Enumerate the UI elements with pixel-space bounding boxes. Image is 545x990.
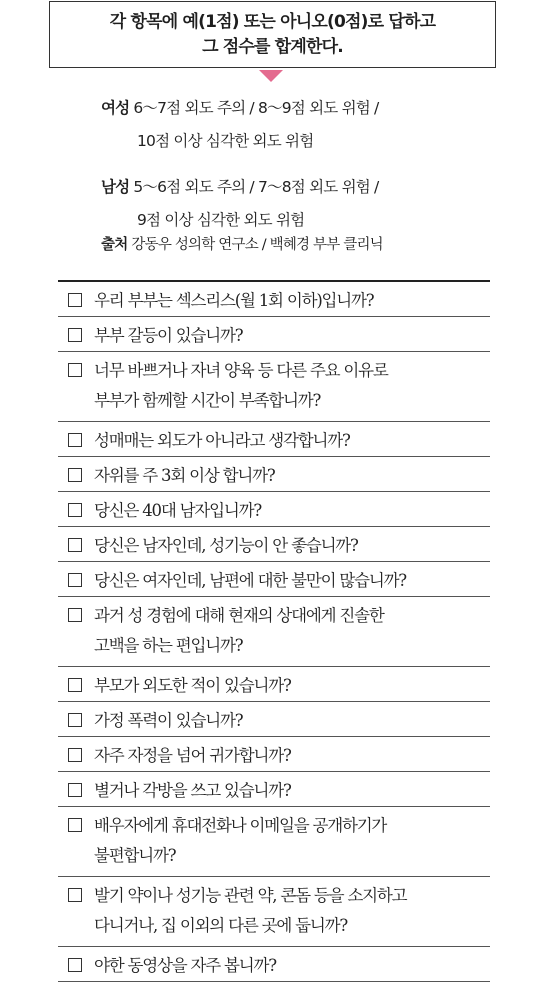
checkbox[interactable] <box>68 818 82 832</box>
instruction-line-2: 그 점수를 합계한다. <box>202 36 343 57</box>
list-item <box>58 702 490 737</box>
question-text: 과거 성 경험에 대해 현재의 상대에게 진솔한 고백을 하는 편입니까? <box>94 606 384 655</box>
checkbox[interactable] <box>68 293 82 307</box>
list-item <box>58 317 490 352</box>
source-text: 강동우 성의학 연구소 / 백혜경 부부 클리닉 <box>131 237 383 253</box>
list-item <box>58 772 490 807</box>
checkbox[interactable] <box>68 573 82 587</box>
checkbox[interactable] <box>68 328 82 342</box>
source-label: 출처 <box>101 237 128 253</box>
instruction-box <box>49 1 496 68</box>
question-text: 당신은 남자인데, 성기능이 안 좋습니까? <box>94 536 358 555</box>
criteria-male-label: 남성 <box>101 178 130 196</box>
checkbox[interactable] <box>68 363 82 377</box>
list-item <box>58 422 490 457</box>
list-item <box>58 947 490 982</box>
list-item <box>58 737 490 772</box>
checkbox[interactable] <box>68 608 82 622</box>
list-item <box>58 527 490 562</box>
question-text: 당신은 여자인데, 남편에 대한 불만이 많습니까? <box>94 571 406 590</box>
checkbox[interactable] <box>68 713 82 727</box>
question-text: 당신은 40대 남자입니까? <box>94 501 261 520</box>
question-text: 자위를 주 3회 이상 합니까? <box>94 466 275 485</box>
checkbox[interactable] <box>68 503 82 517</box>
instruction-line-1: 각 항목에 예(1점) 또는 아니오(0점)로 답하고 <box>109 11 436 32</box>
criteria-female-line-1: 6～7점 외도 주의 / 8～9점 외도 위험 / <box>133 99 379 117</box>
question-text: 별거나 각방을 쓰고 있습니까? <box>94 781 291 800</box>
question-text: 배우자에게 휴대전화나 이메일을 공개하기가 불편합니까? <box>94 816 387 865</box>
list-item <box>58 562 490 597</box>
question-list <box>58 282 490 982</box>
criteria-male-line-1: 5～6점 외도 주의 / 7～8점 외도 위험 / <box>133 178 379 196</box>
question-text: 발기 약이나 성기능 관련 약, 콘돔 등을 소지하고 다니거나, 집 이외의 다른 곳에 둡니까? <box>94 886 407 935</box>
source-credit <box>101 230 383 260</box>
criteria-male <box>101 171 521 237</box>
checkbox[interactable] <box>68 678 82 692</box>
list-item <box>58 457 490 492</box>
checkbox[interactable] <box>68 433 82 447</box>
list-item <box>58 667 490 702</box>
checkbox[interactable] <box>68 468 82 482</box>
checkbox[interactable] <box>68 783 82 797</box>
checkbox[interactable] <box>68 888 82 902</box>
question-text: 우리 부부는 섹스리스(월 1회 이하)입니까? <box>94 291 374 310</box>
criteria-female-label: 여성 <box>101 99 130 117</box>
criteria-female <box>101 92 521 158</box>
checkbox[interactable] <box>68 748 82 762</box>
checkbox[interactable] <box>68 958 82 972</box>
list-item <box>58 282 490 317</box>
question-text: 부모가 외도한 적이 있습니까? <box>94 676 291 695</box>
question-text: 부부 갈등이 있습니까? <box>94 326 243 345</box>
pointer-triangle-icon <box>259 70 283 82</box>
checkbox[interactable] <box>68 538 82 552</box>
question-text: 너무 바쁘거나 자녀 양육 등 다른 주요 이유로 부부가 함께할 시간이 부족합니까? <box>94 361 388 410</box>
criteria-male-line-2: 9점 이상 심각한 외도 위험 <box>137 211 305 229</box>
list-item <box>58 492 490 527</box>
list-item <box>58 877 490 947</box>
question-text: 야한 동영상을 자주 봅니까? <box>94 956 276 975</box>
question-text: 가정 폭력이 있습니까? <box>94 711 243 730</box>
list-item <box>58 352 490 422</box>
question-text: 자주 자정을 넘어 귀가합니까? <box>94 746 291 765</box>
list-item <box>58 807 490 877</box>
criteria-female-line-2: 10점 이상 심각한 외도 위험 <box>137 132 314 150</box>
question-text: 성매매는 외도가 아니라고 생각합니까? <box>94 431 350 450</box>
list-item <box>58 597 490 667</box>
scoring-criteria <box>101 92 521 250</box>
